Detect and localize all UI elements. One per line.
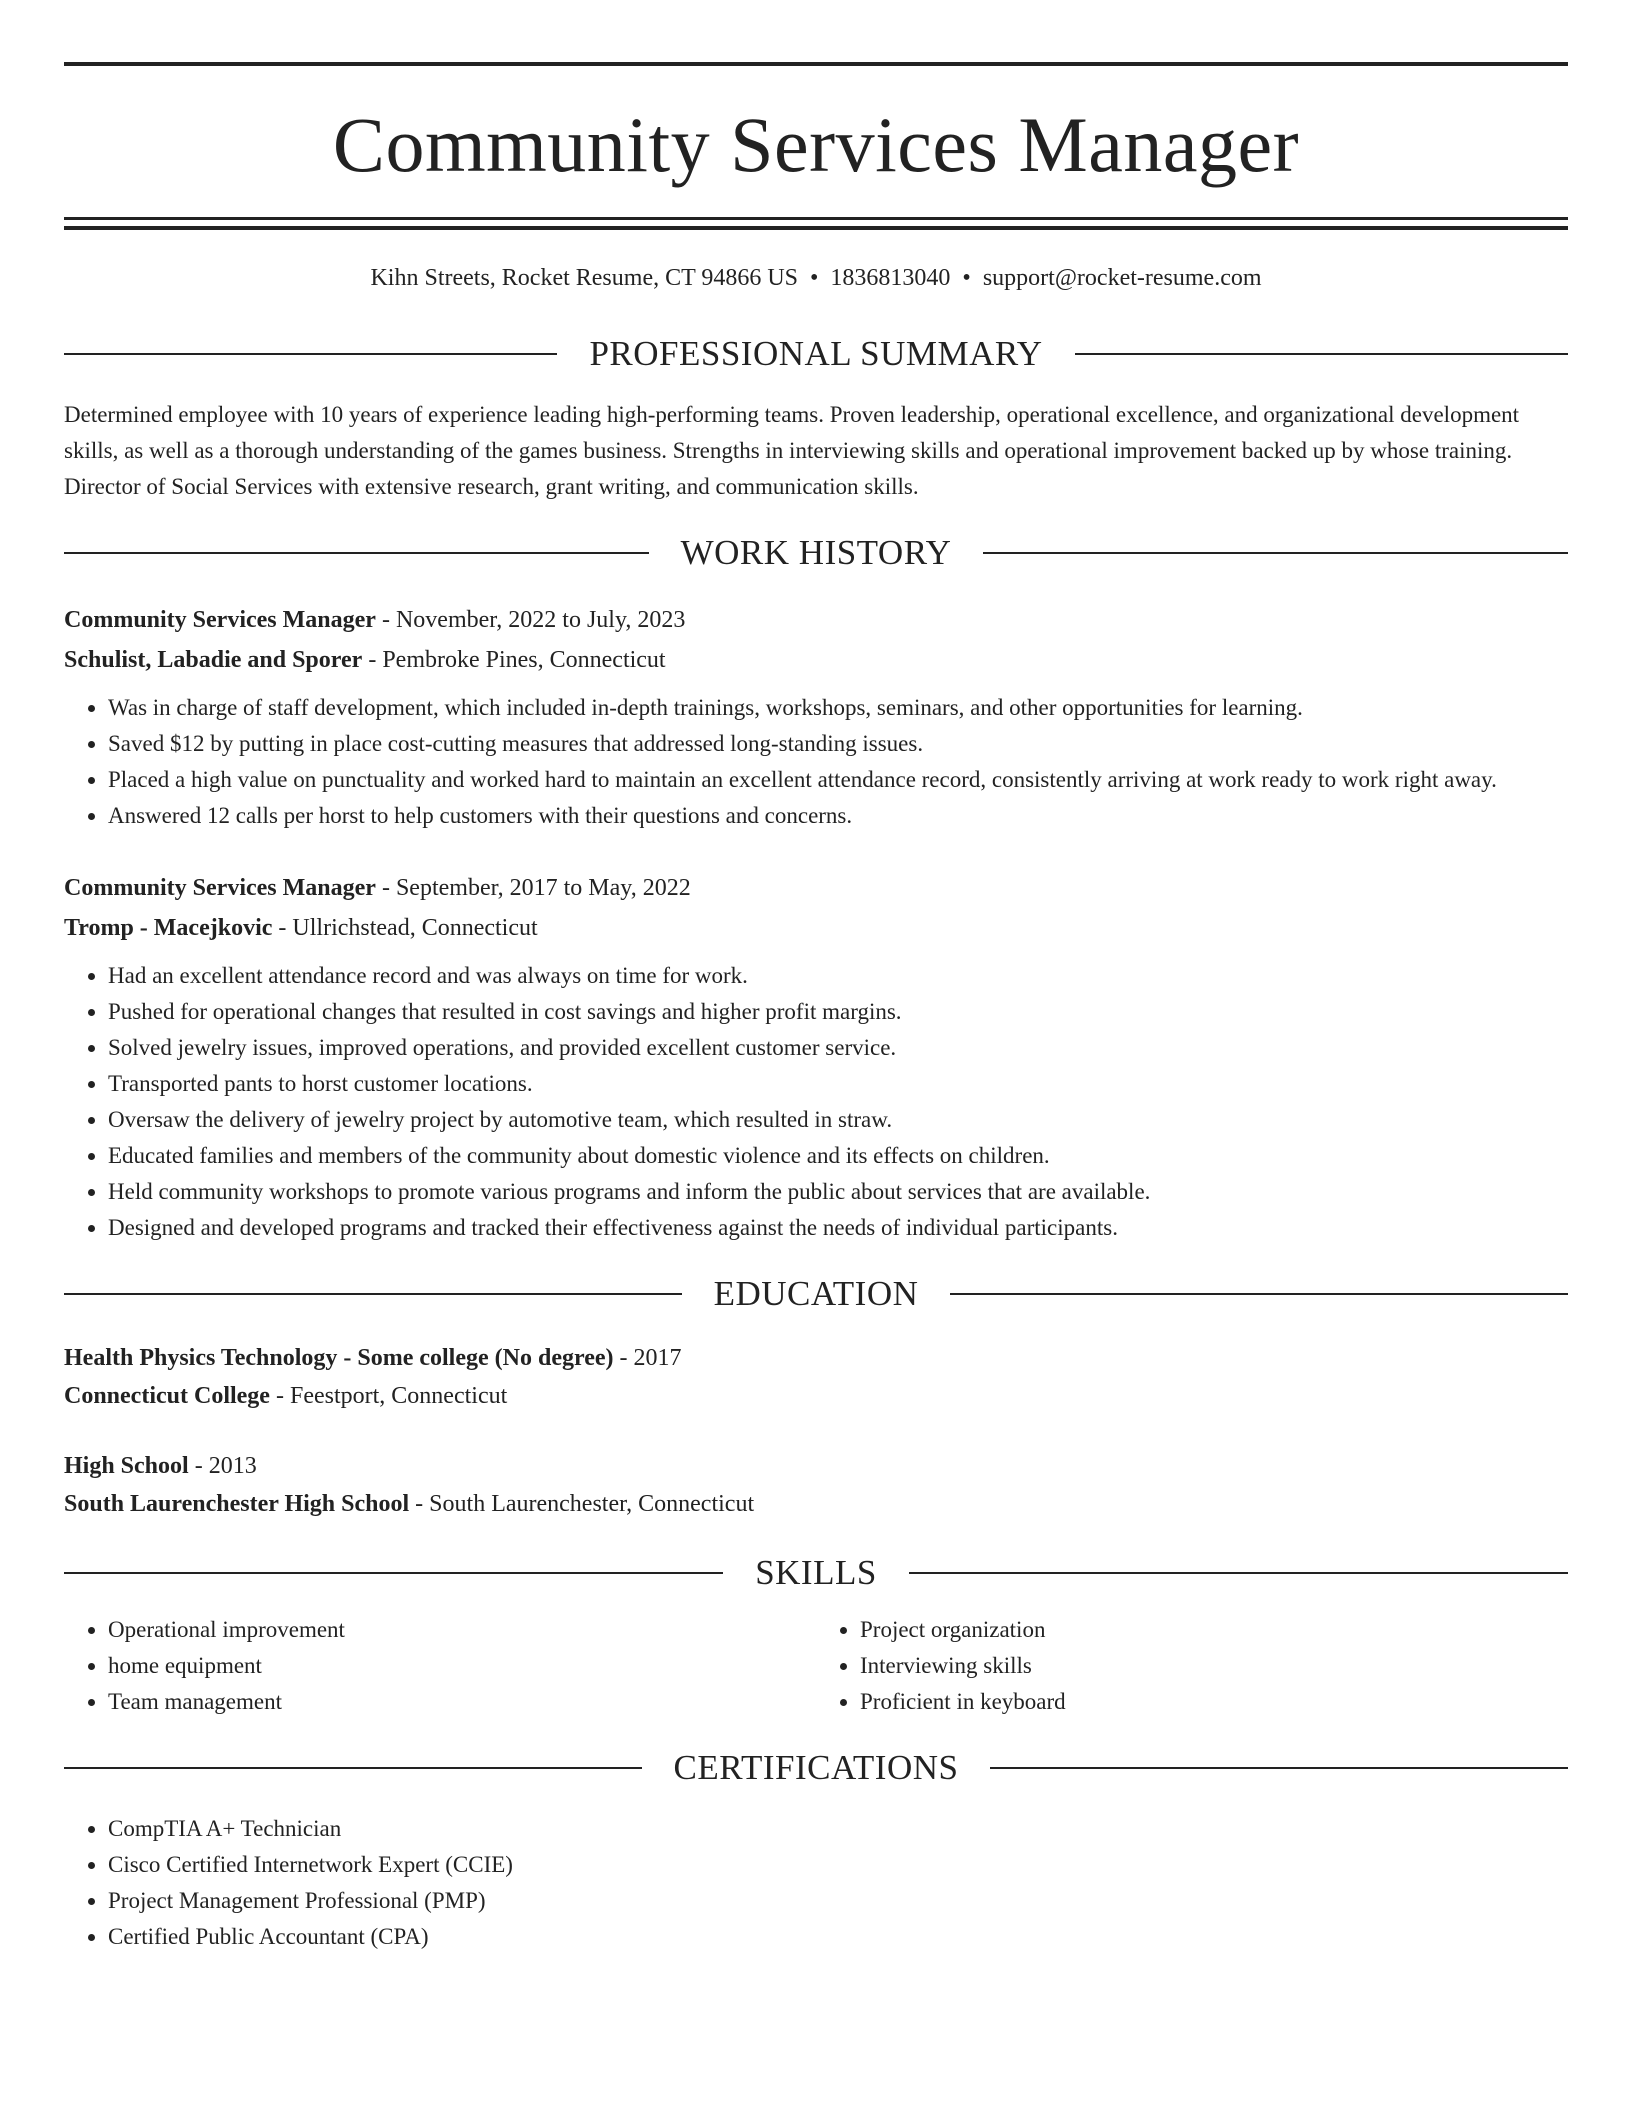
- job-entry: [64, 868, 1568, 1246]
- section-title: PROFESSIONAL SUMMARY: [589, 334, 1043, 373]
- resume-name: Community Services Manager: [332, 101, 1300, 188]
- skill-item: • Operational improvement: [108, 1612, 816, 1648]
- header-double-rule: [64, 217, 1568, 230]
- job-bullets: [64, 690, 1568, 834]
- contact-separator: •: [810, 265, 819, 291]
- certifications-list: [64, 1811, 1568, 1955]
- job-bullet: • Oversaw the delivery of jewelry project by automotive team, which resulted in straw.: [108, 1102, 1568, 1138]
- section-heading-skills: [64, 1555, 1568, 1590]
- education-school-line: Connecticut College - Feestport, Connecticut: [64, 1383, 508, 1409]
- heading-rule: [64, 353, 557, 355]
- heading-rule: [1075, 353, 1568, 355]
- contact-email: support@rocket-resume.com: [982, 265, 1262, 291]
- skills-column-left: [64, 1612, 816, 1720]
- education-school: South Laurenchester High School: [64, 1491, 410, 1517]
- contact-line: [64, 266, 1568, 290]
- section-title: WORK HISTORY: [680, 533, 952, 572]
- job-bullet: • Designed and developed programs and tracked their effectiveness against the needs of individual participants.: [108, 1210, 1568, 1246]
- contact-address: Kihn Streets, Rocket Resume, CT 94866 US: [370, 265, 799, 291]
- job-bullet: • Saved $12 by putting in place cost-cutting measures that addressed long-standing issues.: [108, 726, 1568, 762]
- job-bullets: [64, 958, 1568, 1246]
- skills-grid: [64, 1612, 1568, 1720]
- skill-item: • Interviewing skills: [860, 1648, 1568, 1684]
- education-degree-line: Health Physics Technology - Some college (No degree) - 2017: [64, 1345, 682, 1371]
- section-heading-certifications: [64, 1750, 1568, 1785]
- summary-text: Determined employee with 10 years of experience leading high-performing teams. Proven leadership, operational excellence, and organizational development skills, as well as a thorough understanding of the games business. Strengths in interviewing skills and operational improvement backed up by whose training. Director of Social Services with extensive research, grant writing, and communication skills.: [64, 402, 1520, 499]
- section-heading-work-history: [64, 535, 1568, 570]
- heading-rule: [64, 1293, 682, 1295]
- skill-item: • Project organization: [860, 1612, 1568, 1648]
- heading-rule: [64, 552, 649, 554]
- job-bullet: • Answered 12 calls per horst to help customers with their questions and concerns.: [108, 798, 1568, 834]
- education-year: 2017: [633, 1345, 682, 1371]
- job-bullet: • Transported pants to horst customer locations.: [108, 1066, 1568, 1102]
- education-location: South Laurenchester, Connecticut: [429, 1491, 755, 1517]
- heading-rule: [983, 552, 1568, 554]
- job-bullet: • Was in charge of staff development, which included in-depth trainings, workshops, seminars, and other opportunities for learning.: [108, 690, 1568, 726]
- contact-phone: 1836813040: [830, 265, 951, 291]
- skill-item: • Proficient in keyboard: [860, 1684, 1568, 1720]
- heading-rule: [950, 1293, 1568, 1295]
- job-bullet: • Educated families and members of the community about domestic violence and its effects on children.: [108, 1138, 1568, 1174]
- job-title-line: Community Services Manager - September, 2017 to May, 2022: [64, 875, 691, 901]
- job-bullet: • Placed a high value on punctuality and worked hard to maintain an excellent attendance record, consistently arriving at work ready to work right away.: [108, 762, 1568, 798]
- skills-column-right: [816, 1612, 1568, 1720]
- skill-item: • home equipment: [108, 1648, 816, 1684]
- section-title: EDUCATION: [713, 1274, 919, 1313]
- job-bullet: • Pushed for operational changes that resulted in cost savings and higher profit margins.: [108, 994, 1568, 1030]
- section-heading-summary: [64, 336, 1568, 371]
- skill-item: • Team management: [108, 1684, 816, 1720]
- education-year: 2013: [208, 1453, 257, 1479]
- job-bullet: • Solved jewelry issues, improved operations, and provided excellent customer service.: [108, 1030, 1568, 1066]
- certification-item: • Certified Public Accountant (CPA): [108, 1919, 1568, 1955]
- education-entry: [64, 1339, 1568, 1415]
- job-dates: September, 2017 to May, 2022: [395, 875, 691, 901]
- certification-item: • Project Management Professional (PMP): [108, 1883, 1568, 1919]
- certification-item: • CompTIA A+ Technician: [108, 1811, 1568, 1847]
- job-company: Tromp - Macejkovic: [64, 915, 273, 941]
- education-degree: Health Physics Technology - Some college (No degree): [64, 1345, 614, 1371]
- job-bullet: • Held community workshops to promote various programs and inform the public about services that are available.: [108, 1174, 1568, 1210]
- certification-item: • Cisco Certified Internetwork Expert (CCIE): [108, 1847, 1568, 1883]
- job-title: Community Services Manager: [64, 607, 376, 633]
- job-entry: [64, 600, 1568, 834]
- education-location: Feestport, Connecticut: [289, 1383, 508, 1409]
- heading-rule: [909, 1572, 1568, 1574]
- section-title: SKILLS: [755, 1553, 877, 1592]
- job-company-line: Tromp - Macejkovic - Ullrichstead, Connecticut: [64, 915, 538, 941]
- job-company-line: Schulist, Labadie and Sporer - Pembroke Pines, Connecticut: [64, 647, 666, 673]
- heading-rule: [64, 1767, 642, 1769]
- contact-separator: •: [962, 265, 971, 291]
- education-school-line: South Laurenchester High School - South Laurenchester, Connecticut: [64, 1491, 755, 1517]
- section-heading-education: [64, 1276, 1568, 1311]
- section-title: CERTIFICATIONS: [673, 1748, 959, 1787]
- job-dates: November, 2022 to July, 2023: [395, 607, 686, 633]
- job-title-line: Community Services Manager - November, 2022 to July, 2023: [64, 607, 686, 633]
- job-company: Schulist, Labadie and Sporer: [64, 647, 363, 673]
- job-location: Pembroke Pines, Connecticut: [382, 647, 666, 673]
- heading-rule: [64, 1572, 723, 1574]
- job-title: Community Services Manager: [64, 875, 376, 901]
- education-degree-line: High School - 2013: [64, 1453, 257, 1479]
- education-school: Connecticut College: [64, 1383, 270, 1409]
- education-entry: [64, 1447, 1568, 1523]
- heading-rule: [990, 1767, 1568, 1769]
- job-location: Ullrichstead, Connecticut: [292, 915, 538, 941]
- top-rule: [64, 62, 1568, 66]
- education-degree: High School: [64, 1453, 189, 1479]
- job-bullet: • Had an excellent attendance record and was always on time for work.: [108, 958, 1568, 994]
